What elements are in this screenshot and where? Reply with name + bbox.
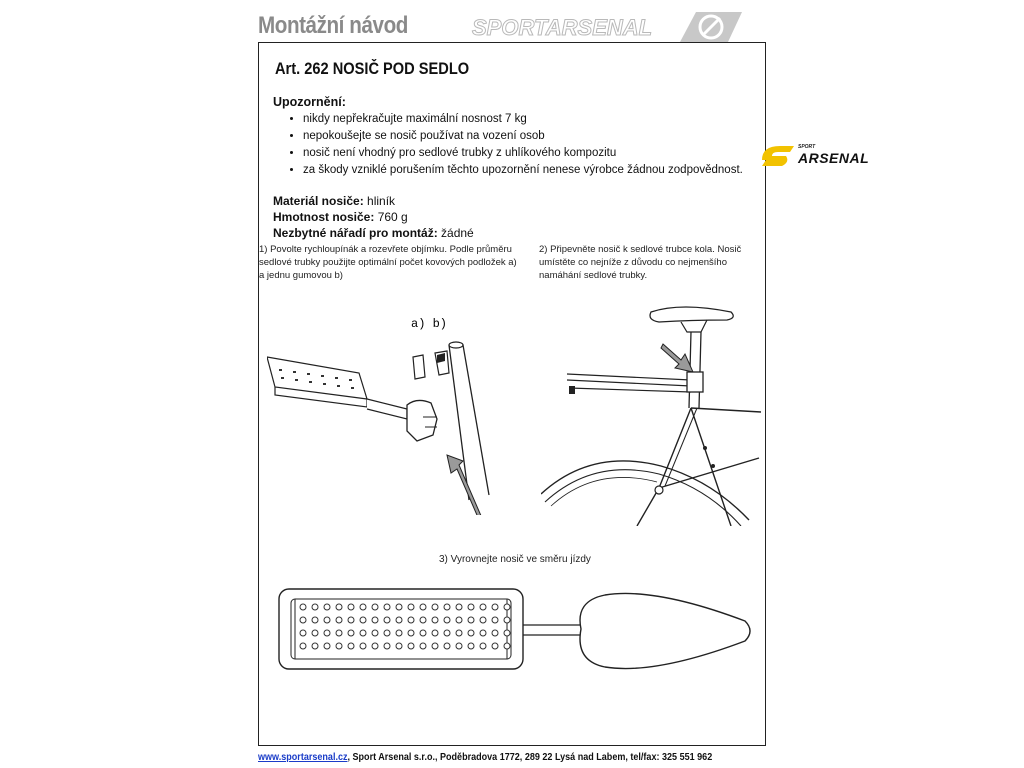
rack-hole	[492, 643, 498, 649]
rack-hole	[420, 604, 426, 610]
rack-hole	[336, 617, 342, 623]
rack-hole	[312, 630, 318, 636]
header-title: Montážní návod	[258, 12, 408, 39]
rack-hole	[444, 617, 450, 623]
rack-hole	[456, 604, 462, 610]
rack-hole	[408, 630, 414, 636]
rack-hole	[348, 604, 354, 610]
sportarsenal-header-logo	[470, 8, 750, 46]
rack-hole	[504, 604, 510, 610]
rack-hole	[480, 617, 486, 623]
header-logo-text: SPORTARSENAL	[472, 15, 653, 40]
warning-list	[273, 112, 743, 177]
step-2-text: 2) Připevněte nosič k sedlové trubce kola. Nosič umístěte co nejníže z důvodu co nejmenšího namáhání sedlové trubky.	[539, 244, 742, 281]
rack-hole	[408, 617, 414, 623]
rack-hole	[384, 630, 390, 636]
rack-hole	[372, 643, 378, 649]
rack-hole	[312, 617, 318, 623]
rack-hole	[492, 604, 498, 610]
rack-hole	[456, 617, 462, 623]
clamp-illustration	[267, 305, 517, 515]
bike-illustration	[541, 298, 763, 526]
rack-hole	[468, 617, 474, 623]
rack-hole	[360, 643, 366, 649]
footer-address: , Sport Arsenal s.r.o., Poděbradova 1772, 289 22 Lysá nad Labem, tel/fax: 325 551 962	[347, 751, 713, 763]
rack-hole	[324, 630, 330, 636]
website-link[interactable]: www.sportarsenal.cz	[258, 751, 348, 763]
rack-hole	[348, 630, 354, 636]
rack-hole	[420, 617, 426, 623]
warning-item: • za škody vzniklé porušením těchto upozornění nenese výrobce žádnou zodpovědnost.	[303, 163, 743, 177]
warning-item: • nosič není vhodný pro sedlové trubky z uhlíkového kompozitu	[303, 146, 743, 160]
spec-tools: Nezbytné nářadí pro montáž: žádné	[273, 226, 474, 240]
top-view-illustration	[275, 583, 751, 693]
rack-hole	[480, 604, 486, 610]
warning-title: Upozornění:	[273, 95, 346, 109]
rack-hole	[300, 643, 306, 649]
rack-hole	[480, 630, 486, 636]
rack-hole	[468, 643, 474, 649]
rack-hole	[348, 617, 354, 623]
step-1-text: 1) Povolte rychloupínák a rozevřete objímku. Podle průměru sedlové trubky použijte optimální počet kovových podložek a) a jednu gumovou b)	[259, 244, 517, 281]
logo-mark	[762, 146, 794, 166]
rack-hole	[312, 604, 318, 610]
rack-hole	[492, 630, 498, 636]
rack-hole	[420, 630, 426, 636]
rack-hole	[480, 643, 486, 649]
rack-hole	[360, 617, 366, 623]
rack-hole	[372, 604, 378, 610]
warning-item: • nepokoušejte se nosič používat na vození osob	[303, 129, 743, 143]
rack-hole	[432, 643, 438, 649]
rack-hole	[408, 643, 414, 649]
shim-labels: a) b)	[411, 317, 448, 331]
rack-hole	[384, 617, 390, 623]
warning-item: • nikdy nepřekračujte maximální nosnost 7 kg	[303, 112, 743, 126]
rack-hole	[468, 604, 474, 610]
rack-hole	[336, 630, 342, 636]
rack-hole	[396, 643, 402, 649]
rack-hole	[372, 617, 378, 623]
rack-hole	[420, 643, 426, 649]
footer	[258, 751, 713, 763]
svg-text:ARSENAL: ARSENAL	[798, 150, 870, 166]
rack-hole	[456, 630, 462, 636]
rack-hole	[444, 630, 450, 636]
svg-text:SPORT: SPORT	[798, 144, 816, 150]
rack-hole	[300, 604, 306, 610]
rack-hole	[384, 604, 390, 610]
rack-hole	[504, 617, 510, 623]
rack-hole	[324, 604, 330, 610]
spec-weight: Hmotnost nosiče: 760 g	[273, 210, 408, 224]
rack-hole	[396, 604, 402, 610]
rack-hole	[312, 643, 318, 649]
rack-hole	[432, 604, 438, 610]
spec-section	[273, 193, 474, 241]
sportarsenal-side-logo	[760, 138, 884, 170]
rack-hole	[444, 643, 450, 649]
rack-hole	[504, 630, 510, 636]
rack-hole	[432, 630, 438, 636]
rack-hole	[324, 643, 330, 649]
rack-hole	[504, 643, 510, 649]
rack-hole	[336, 604, 342, 610]
rack-hole	[456, 643, 462, 649]
rack-hole	[444, 604, 450, 610]
instruction-sheet	[258, 42, 766, 746]
rack-hole	[408, 604, 414, 610]
rack-hole	[384, 643, 390, 649]
rack-hole	[468, 630, 474, 636]
rack-hole	[492, 617, 498, 623]
rack-hole	[360, 604, 366, 610]
rack-hole	[300, 617, 306, 623]
rack-hole	[348, 643, 354, 649]
rack-hole	[396, 617, 402, 623]
rack-hole	[396, 630, 402, 636]
rack-hole	[432, 617, 438, 623]
spec-material: Materiál nosiče: hliník	[273, 194, 396, 208]
rack-hole	[300, 630, 306, 636]
warnings-section	[273, 95, 743, 180]
rack-hole	[324, 617, 330, 623]
step-3-text: 3) Vyrovnejte nosič ve směru jízdy	[439, 554, 591, 565]
rack-hole	[336, 643, 342, 649]
rack-hole	[360, 630, 366, 636]
article-title: Art. 262 NOSIČ POD SEDLO	[275, 59, 470, 78]
rack-hole	[372, 630, 378, 636]
